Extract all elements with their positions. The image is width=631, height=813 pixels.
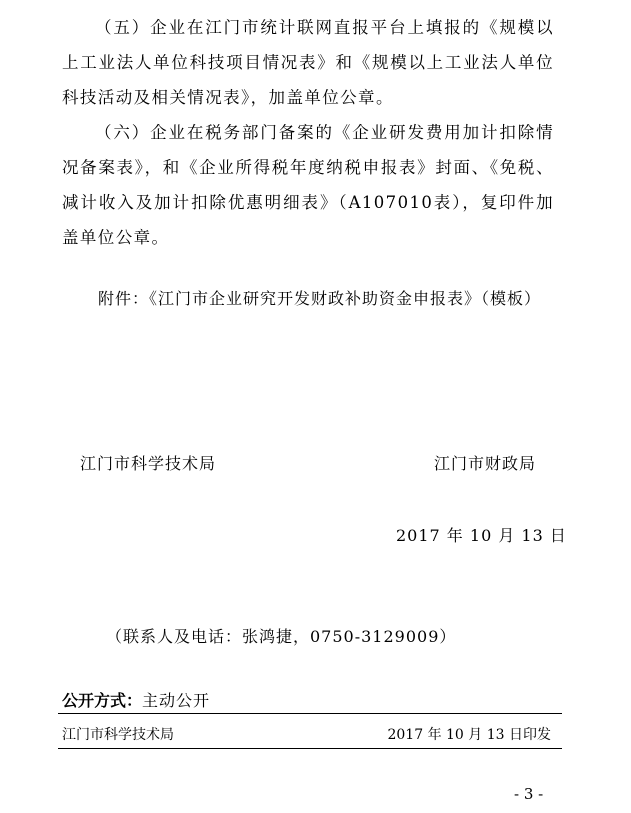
footer-issue-date: 2017 年 10 月 13 日印发 xyxy=(387,727,551,743)
signature-science-bureau: 江门市科学技术局 xyxy=(80,454,217,473)
footer-rule-top xyxy=(58,713,562,714)
attachment-note: 附件：《江门市企业研究开发财政补助资金申报表》（模板） xyxy=(98,289,542,308)
paragraph-item-6: （六）企业在税务部门备案的《企业研发费用加计扣除情况备案表》，和《企业所得税年度纳税申报表》封面、《免税、减计收入及加计扣除优惠明细表》（A107010表），复印件加盖单位公章。 xyxy=(62,123,554,247)
footer-rule-bottom xyxy=(58,748,562,749)
paragraph-item-5: （五）企业在江门市统计联网直报平台上填报的《规模以上工业法人单位科技项目情况表》和《规模以上工业法人单位科技活动及相关情况表》，加盖单位公章。 xyxy=(62,18,554,107)
contact-info: （联系人及电话：张鸿捷，0750-3129009） xyxy=(106,627,457,646)
footer-issuer: 江门市科学技术局 xyxy=(62,727,174,743)
signature-date: 2017 年 10 月 13 日 xyxy=(396,526,567,545)
disclosure-label: 公开方式： xyxy=(62,691,143,710)
page-number: - 3 - xyxy=(514,785,544,803)
disclosure-line xyxy=(62,688,210,711)
signature-finance-bureau: 江门市财政局 xyxy=(434,454,537,473)
disclosure-value: 主动公开 xyxy=(142,691,211,710)
